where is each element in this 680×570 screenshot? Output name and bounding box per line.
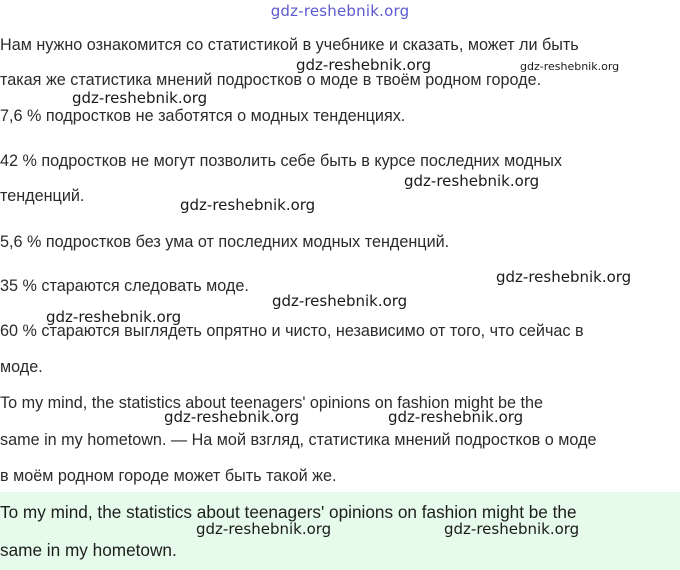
watermark: gdz-reshebnik.org [164, 408, 300, 426]
watermark: gdz-reshebnik.org [444, 520, 580, 538]
stat-line-5a: 60 % стараются выглядеть опрятно и чисто, независимо от того, что сейчас в [0, 322, 584, 340]
stat-line-2b: тенденций. [0, 187, 85, 205]
intro-line-1: Нам нужно ознакомится со статистикой в учебнике и сказать, может ли быть [0, 36, 579, 54]
watermark: gdz-reshebnik.org [272, 292, 408, 310]
watermark: gdz-reshebnik.org [496, 268, 632, 286]
watermark: gdz-reshebnik.org [404, 172, 540, 190]
intro-line-2: такая же статистика мнений подростков о моде в твоём родном городе. [0, 71, 542, 89]
watermark: gdz-reshebnik.org [46, 308, 182, 326]
translation-line-2: same in my hometown. — На мой взгляд, статистика мнений подростков о моде [0, 431, 597, 449]
header-watermark: gdz-reshebnik.org [270, 2, 410, 20]
watermark: gdz-reshebnik.org [72, 89, 208, 107]
stat-line-4: 35 % стараются следовать моде. [0, 277, 249, 295]
answer-line-1: To my mind, the statistics about teenagers' opinions on fashion might be the [0, 502, 577, 522]
stat-line-3: 5,6 % подростков без ума от последних модных тенденций. [0, 233, 450, 251]
watermark: gdz-reshebnik.org [180, 196, 316, 214]
translation-line-1: To my mind, the statistics about teenagers' opinions on fashion might be the [0, 394, 543, 412]
translation-line-3: в моём родном городе может быть такой же. [0, 467, 337, 485]
stat-line-2a: 42 % подростков не могут позволить себе быть в курсе последних модных [0, 152, 563, 170]
stat-line-1: 7,6 % подростков не заботятся о модных тенденциях. [0, 107, 406, 125]
watermark: gdz-reshebnik.org [196, 520, 332, 538]
watermark-small: gdz-reshebnik.org [520, 60, 620, 73]
answer-line-2: same in my hometown. [0, 540, 177, 560]
watermark: gdz-reshebnik.org [388, 408, 524, 426]
watermark: gdz-reshebnik.org [296, 56, 432, 74]
stat-line-5b: моде. [0, 358, 43, 376]
